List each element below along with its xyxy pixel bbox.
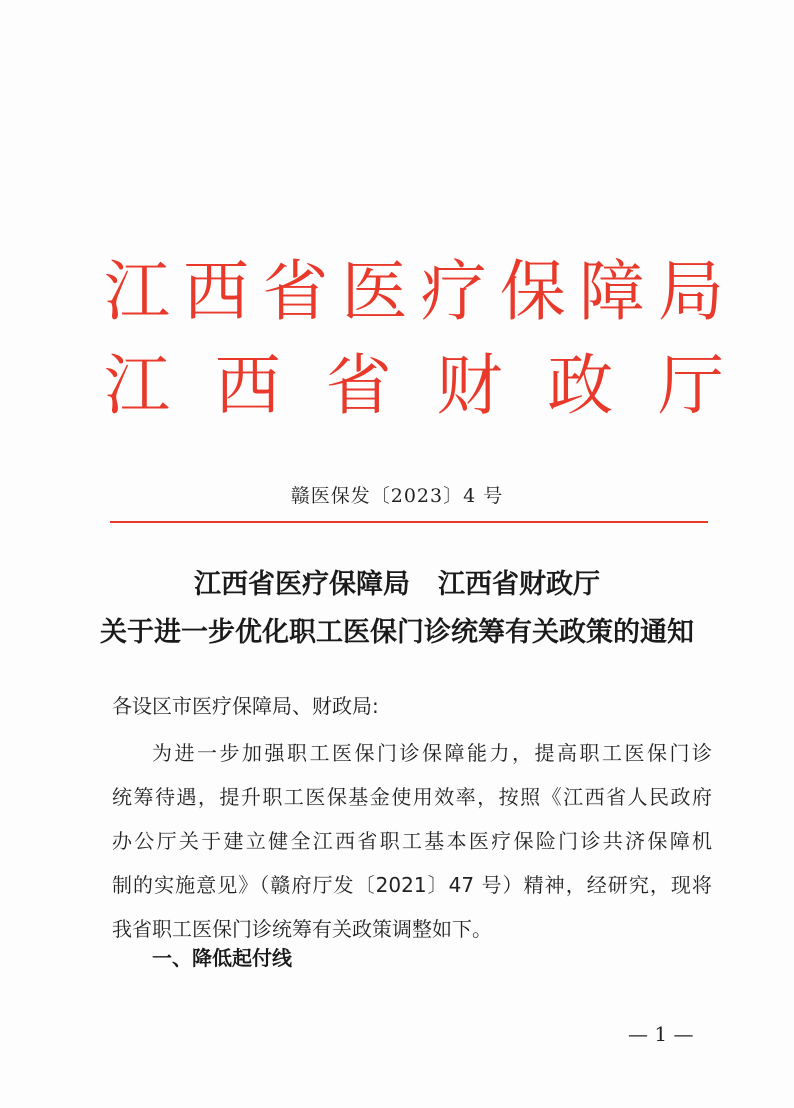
letterhead-char: 省: [325, 347, 392, 424]
letterhead-char: 厅: [657, 347, 724, 424]
title-subject: 关于进一步优化职工医保门诊统筹有关政策的通知: [100, 617, 694, 648]
letterhead-char: 西: [214, 347, 281, 424]
body-paragraph-line: 统筹待遇，提升职工医保基金使用效率，按照《江西省人民政府: [112, 785, 712, 809]
letterhead-char: 医: [341, 253, 408, 330]
letterhead-char: 江: [104, 347, 170, 424]
letterhead-char: 江: [104, 253, 170, 330]
letterhead-char: 疗: [420, 253, 487, 330]
letterhead-char: 政: [547, 347, 614, 424]
page-number: — 1 —: [628, 1022, 694, 1046]
letterhead-line-finance-department: [104, 348, 724, 424]
title-issuer-medical-security: 江西省医疗保障局: [194, 569, 410, 600]
body-paragraph-line: 制的实施意见》（赣府厅发〔2021〕47 号）精神，经研究，现将: [112, 873, 712, 897]
letterhead-char: 障: [578, 253, 645, 330]
letterhead-char: 西: [183, 253, 250, 330]
letterhead-char: 财: [436, 347, 503, 424]
document-number: 赣医保发〔2023〕4 号: [290, 485, 504, 507]
letterhead-char: 局: [657, 253, 724, 330]
title-issuer-finance: 江西省财政厅: [438, 569, 600, 600]
section-heading: 一、降低起付线: [152, 946, 292, 970]
red-divider-line: [110, 521, 708, 523]
letterhead-line-medical-security-bureau: [104, 254, 724, 330]
salutation: 各设区市医疗保障局、财政局:: [112, 694, 379, 718]
body-paragraph-line: 为进一步加强职工医保门诊保障能力，提高职工医保门诊: [152, 741, 712, 765]
body-paragraph-line: 办公厅关于建立健全江西省职工基本医疗保险门诊共济保障机: [112, 829, 712, 853]
title-issuers: [0, 562, 794, 601]
letterhead-char: 省: [262, 253, 329, 330]
body-paragraph-line: 我省职工医保门诊统筹有关政策调整如下。: [112, 917, 492, 941]
letterhead-char: 保: [499, 253, 566, 330]
